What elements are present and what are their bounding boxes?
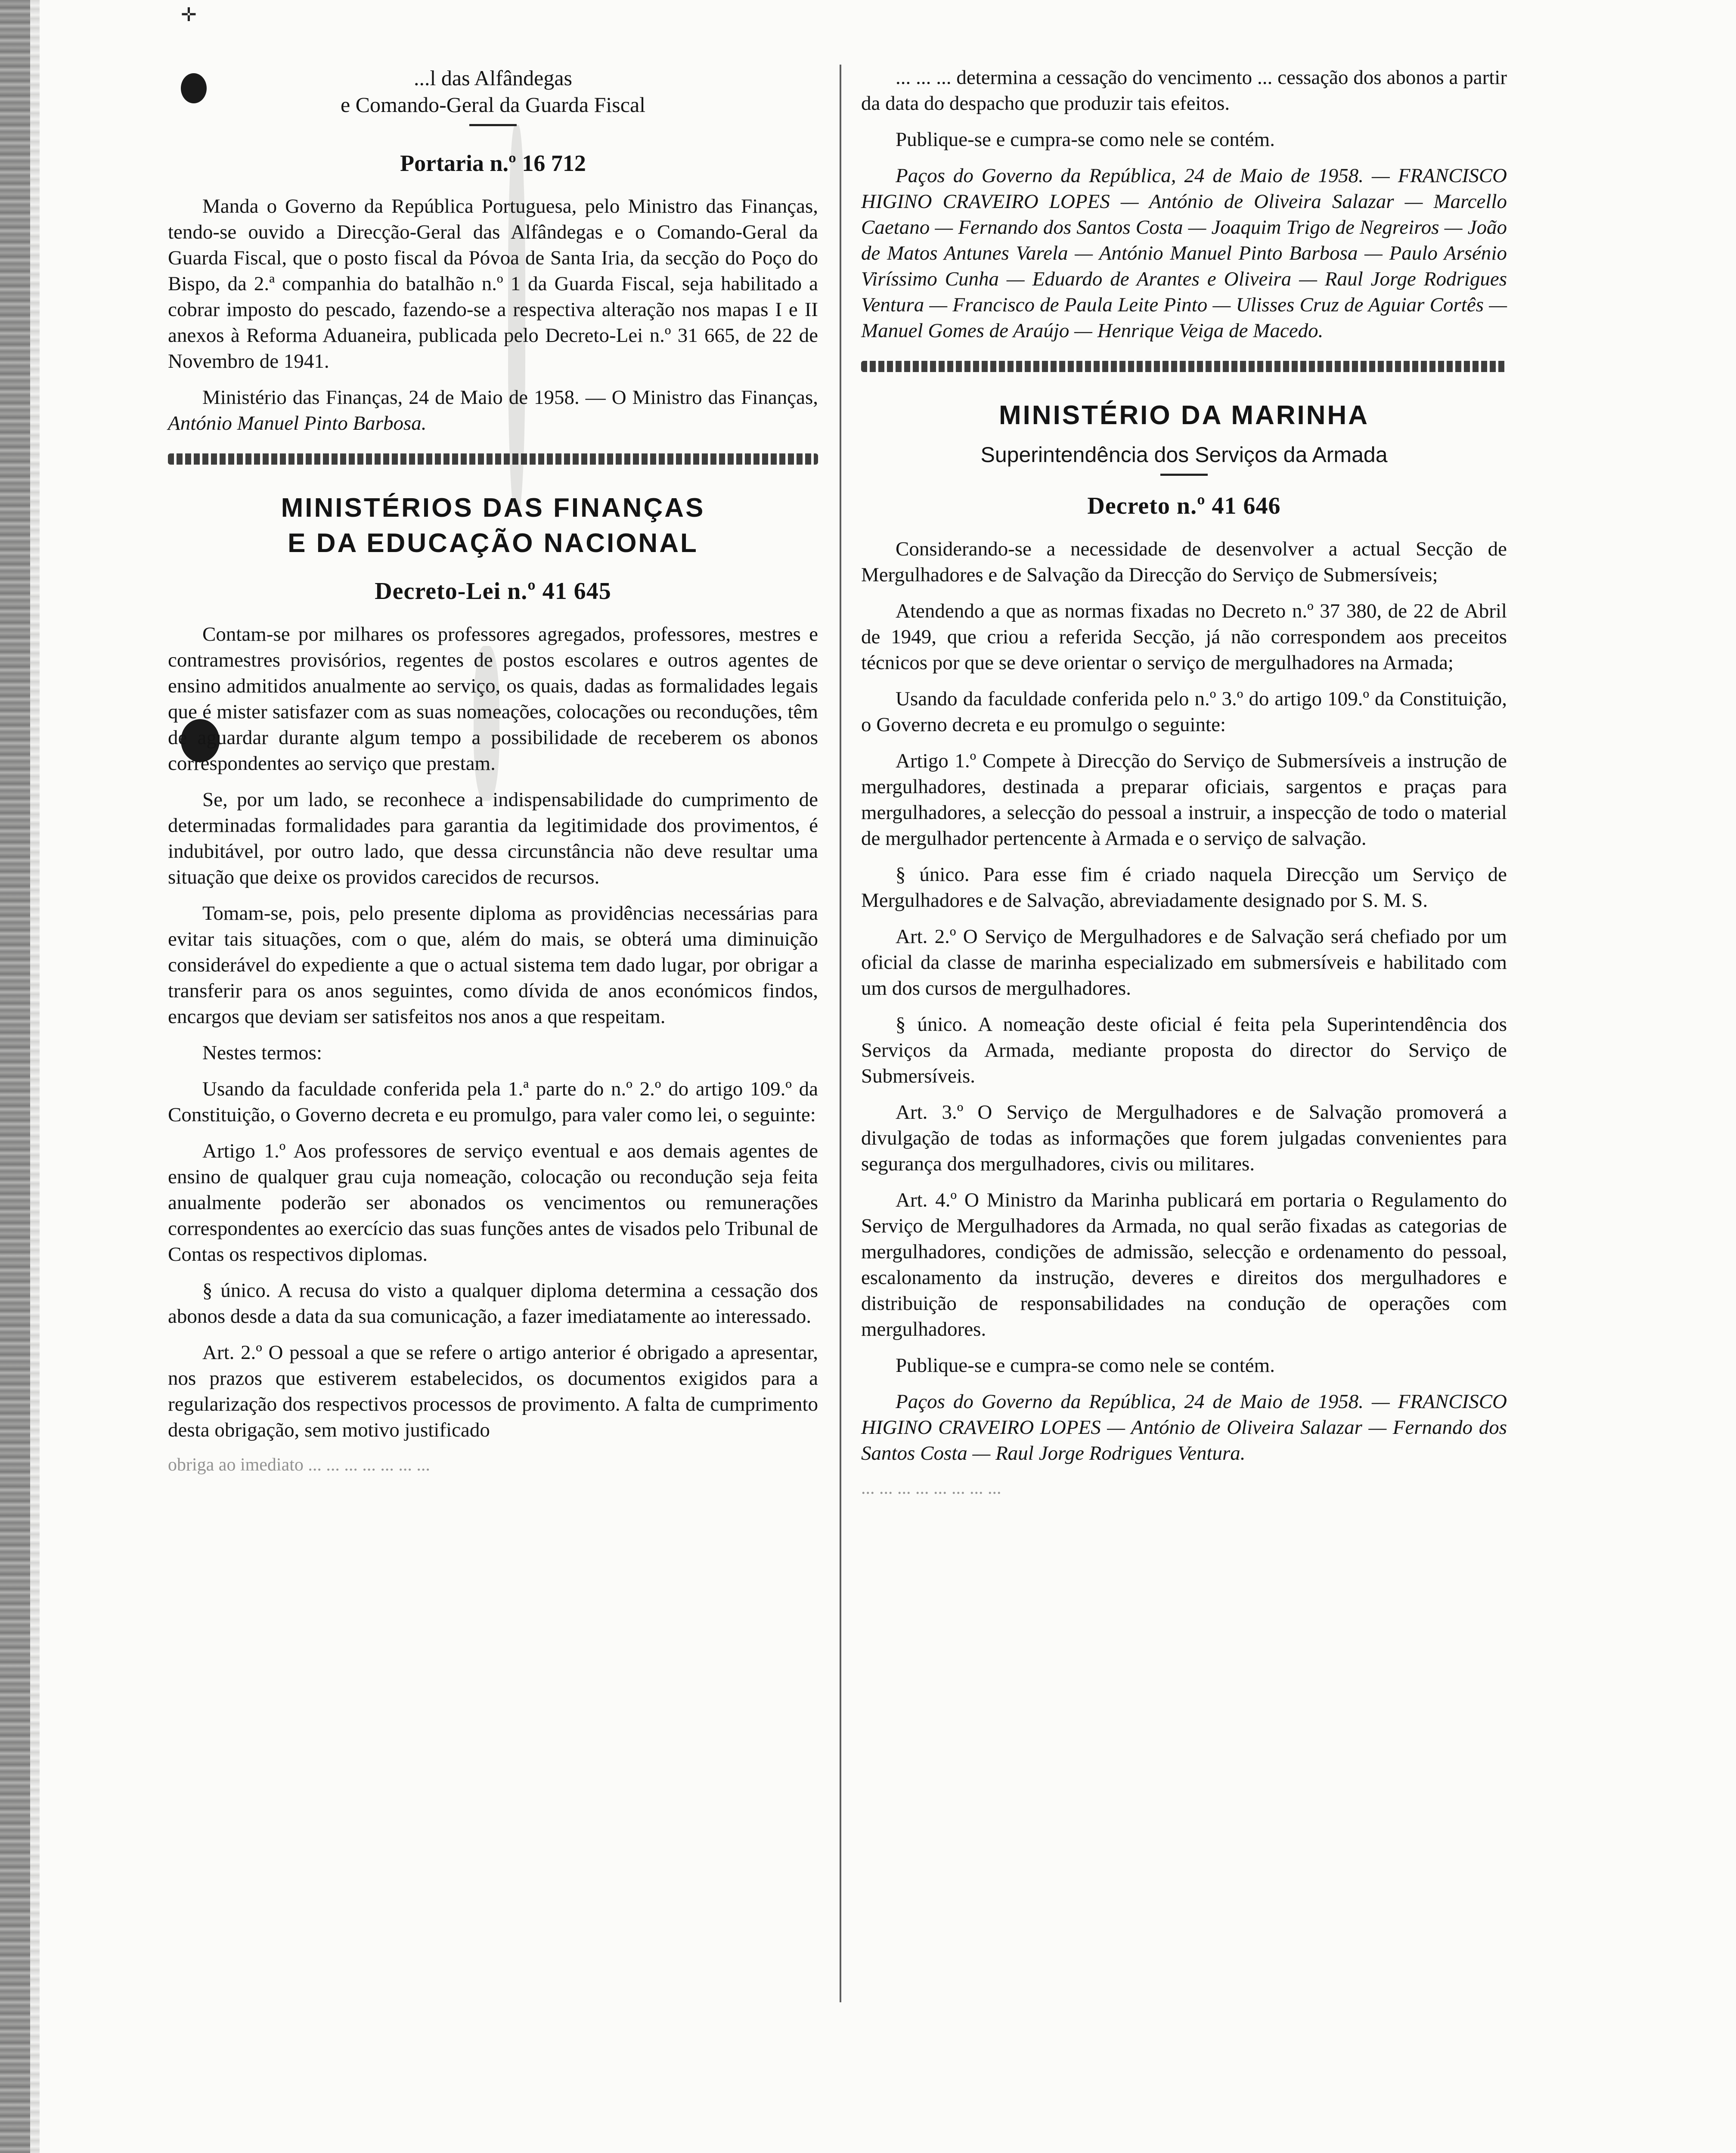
decree-article: Art. 2.º O pessoal a que se refere o artigo anterior é obrigado a apresentar, nos prazos que estiverem estabelecidos, os documentos exigidos para a regularização dos respectivos processos de provimento. A falta de cumprimento desta obrigação, sem motivo justificado: [168, 1341, 818, 1441]
decree-paragraph-unico: § único. A recusa do visto a qualquer diploma determina a cessação dos abonos desde a data da sua comunicação, a fazer imediatamente ao interessado.: [168, 1279, 818, 1328]
ministry-heading: MINISTÉRIO DA MARINHA: [998, 400, 1370, 430]
decree-paragraph: Usando da faculdade conferida pelo n.º 3.º do artigo 109.º da Constituição, o Governo decreta e eu promulgo o seguinte:: [861, 688, 1507, 736]
decree-paragraph: Considerando-se a necessidade de desenvolver a actual Secção de Mergulhadores e de Salvação da Direcção do Serviço de Submersíveis;: [861, 538, 1507, 586]
decree-article: Artigo 1.º Aos professores de serviço eventual e aos demais agentes de ensino de qualquer grau cuja nomeação, colocação ou recondução seja feita anualmente poderão ser abonados os vencimentos ou remunerações correspondentes ao exercício das suas funções antes de visados pelo Tribunal de Contas os respectivos diplomas.: [168, 1140, 818, 1266]
short-rule: [469, 124, 517, 126]
decree-paragraph-unico: § único. Para esse fim é criado naquela Direcção um Serviço de Mergulhadores e de Salvação, abreviadamente designado por S. M. S.: [861, 863, 1507, 912]
decree-title: Decreto n.º 41 646: [1087, 493, 1281, 519]
continuation-paragraph: ... ... ... determina a cessação do vencimento ... cessação dos abonos a partir da data do despacho que produzir tais efeitos.: [861, 66, 1507, 115]
decree-article: Art. 4.º O Ministro da Marinha publicará em portaria o Regulamento do Serviço de Mergulhadores da Armada, no qual serão fixadas as categorias de mergulhadores, condições de admissão, selecção e ordenamento do pessoal, escalonamento da instrução, deveres e direitos dos mergulhadores e distribuição de responsabilidades na condução de operações com mergulhadores.: [861, 1189, 1507, 1340]
left-column: [168, 65, 818, 1487]
signatures-block: Paços do Governo da República, 24 de Maio de 1958. — FRANCISCO HIGINO CRAVEIRO LOPES — António de Oliveira Salazar — Marcello Caetano — Fernando dos Santos Costa — Joaquim Trigo de Negreiros — João de Matos Antunes Varela — António Manuel Pinto Barbosa — Paulo Arsénio Viríssimo Cunha — Eduardo de Arantes e Oliveira — Raul Jorge Rodrigues Ventura — Francisco de Paula Leite Pinto — Ulisses Cruz de Aguiar Cortês — Manuel Gomes de Araújo — Henrique Veiga de Macedo.: [861, 164, 1507, 342]
decree-article: Artigo 1.º Compete à Direcção do Serviço de Submersíveis a instrução de mergulhadores, destinada a preparar oficiais, sargentos e praças para mergulhadores, a selecção do pessoal a instruir, a inspecção de todo o material de mergulhador pertencente à Armada e o serviço de salvação.: [861, 750, 1507, 850]
short-rule: [1160, 474, 1208, 476]
publish-clause: Publique-se e cumpra-se como nele se contém.: [896, 1354, 1275, 1377]
ornamental-divider: [861, 361, 1507, 372]
column-divider: [840, 65, 841, 2002]
ministry-heading-line-2: E DA EDUCAÇÃO NACIONAL: [288, 528, 698, 558]
header-line-2: e Comando-Geral da Guarda Fiscal: [340, 93, 646, 117]
portaria-date: Ministério das Finanças, 24 de Maio de 1958. — O Ministro das Finanças,: [202, 386, 818, 409]
crosshair-mark: ✛: [181, 4, 197, 25]
ornamental-divider: [168, 453, 818, 465]
decree-paragraph: Tomam-se, pois, pelo presente diploma as providências necessárias para evitar tais situações, com o que, além do mais, se obterá uma diminuição considerável do expediente a que o actual sistema tem dado lugar, por obrigar a transferir para os anos seguintes, como dívida de anos económicos findos, encargos que deviam ser satisfeitos nos anos a que respeitam.: [168, 902, 818, 1028]
signatures-block: Paços do Governo da República, 24 de Maio de 1958. — FRANCISCO HIGINO CRAVEIRO LOPES — António de Oliveira Salazar — Fernando dos Santos Costa — Raul Jorge Rodrigues Ventura.: [861, 1390, 1507, 1464]
scanner-edge-artifact: [0, 0, 30, 2153]
decree-article: Art. 3.º O Serviço de Mergulhadores e de Salvação promoverá a divulgação de todas as informações que forem julgadas convenientes para segurança dos mergulhadores, civis ou militares.: [861, 1101, 1507, 1175]
service-heading: Superintendência dos Serviços da Armada: [980, 443, 1388, 467]
portaria-body: Manda o Governo da República Portuguesa, pelo Ministro das Finanças, tendo-se ouvido a Direcção-Geral das Alfândegas e o Comando-Geral da Guarda Fiscal, que o posto fiscal da Póvoa de Santa Iria, da secção do Poço do Bispo, da 2.ª companhia do batalhão n.º 1 da Guarda Fiscal, seja habilitado a cobrar imposto do pescado, fazendo-se a respectiva alteração nos mapas I e II anexos à Reforma Aduaneira, publicada pelo Decreto-Lei n.º 31 665, de 22 de Novembro de 1941.: [168, 195, 818, 372]
header-line-1: ...l das Alfândegas: [414, 66, 572, 90]
right-column: [861, 65, 1507, 1510]
faded-text: obriga ao imediato ... ... ... ... ... ... ...: [168, 1455, 430, 1475]
decree-paragraph: Usando da faculdade conferida pela 1.ª parte do n.º 2.º do artigo 109.º da Constituição, o Governo decreta e eu promulgo, para valer como lei, o seguinte:: [168, 1078, 818, 1126]
publish-clause: Publique-se e cumpra-se como nele se contém.: [896, 128, 1275, 151]
scanner-edge-artifact-light: [30, 0, 40, 2153]
faded-text: ... ... ... ... ... ... ... ...: [861, 1478, 1001, 1498]
portaria-title: Portaria n.º 16 712: [400, 150, 586, 176]
decree-paragraph: Se, por um lado, se reconhece a indispensabilidade do cumprimento de determinadas formalidades para garantia da legitimidade dos provimentos, é indubitável, por outro lado, que dessa circunstância não deve resultar uma situação que deixe os providos carecidos de recursos.: [168, 788, 818, 888]
decree-paragraph: Contam-se por milhares os professores agregados, professores, mestres e contramestres provisórios, regentes de postos escolares e outros agentes de ensino admitidos anualmente ao serviço, os quais, dadas as formalidades legais que é mister satisfazer com as suas nomeações, colocações ou reconduções, têm de aguardar durante algum tempo a possibilidade de receberem os abonos correspondentes ao serviço que prestam.: [168, 623, 818, 775]
decree-paragraph-unico: § único. A nomeação deste oficial é feita pela Superintendência dos Serviços da Armada, mediante proposta do director do Serviço de Submersíveis.: [861, 1013, 1507, 1087]
decree-article: Art. 2.º O Serviço de Mergulhadores e de Salvação será chefiado por um oficial da classe de marinha especializado em submersíveis e habilitado com um dos cursos de mergulhadores.: [861, 925, 1507, 999]
portaria-signature: António Manuel Pinto Barbosa.: [168, 412, 427, 434]
portaria-date-line: [168, 385, 818, 436]
decree-paragraph: Nestes termos:: [202, 1042, 322, 1064]
decree-paragraph: Atendendo a que as normas fixadas no Decreto n.º 37 380, de 22 de Abril de 1949, que criou a referida Secção, já não correspondem aos preceitos técnicos por que se deve orientar o serviço de mergulhadores na Armada;: [861, 600, 1507, 674]
ministry-heading-line-1: MINISTÉRIOS DAS FINANÇAS: [281, 493, 705, 523]
decree-lei-title: Decreto-Lei n.º 41 645: [375, 578, 611, 605]
